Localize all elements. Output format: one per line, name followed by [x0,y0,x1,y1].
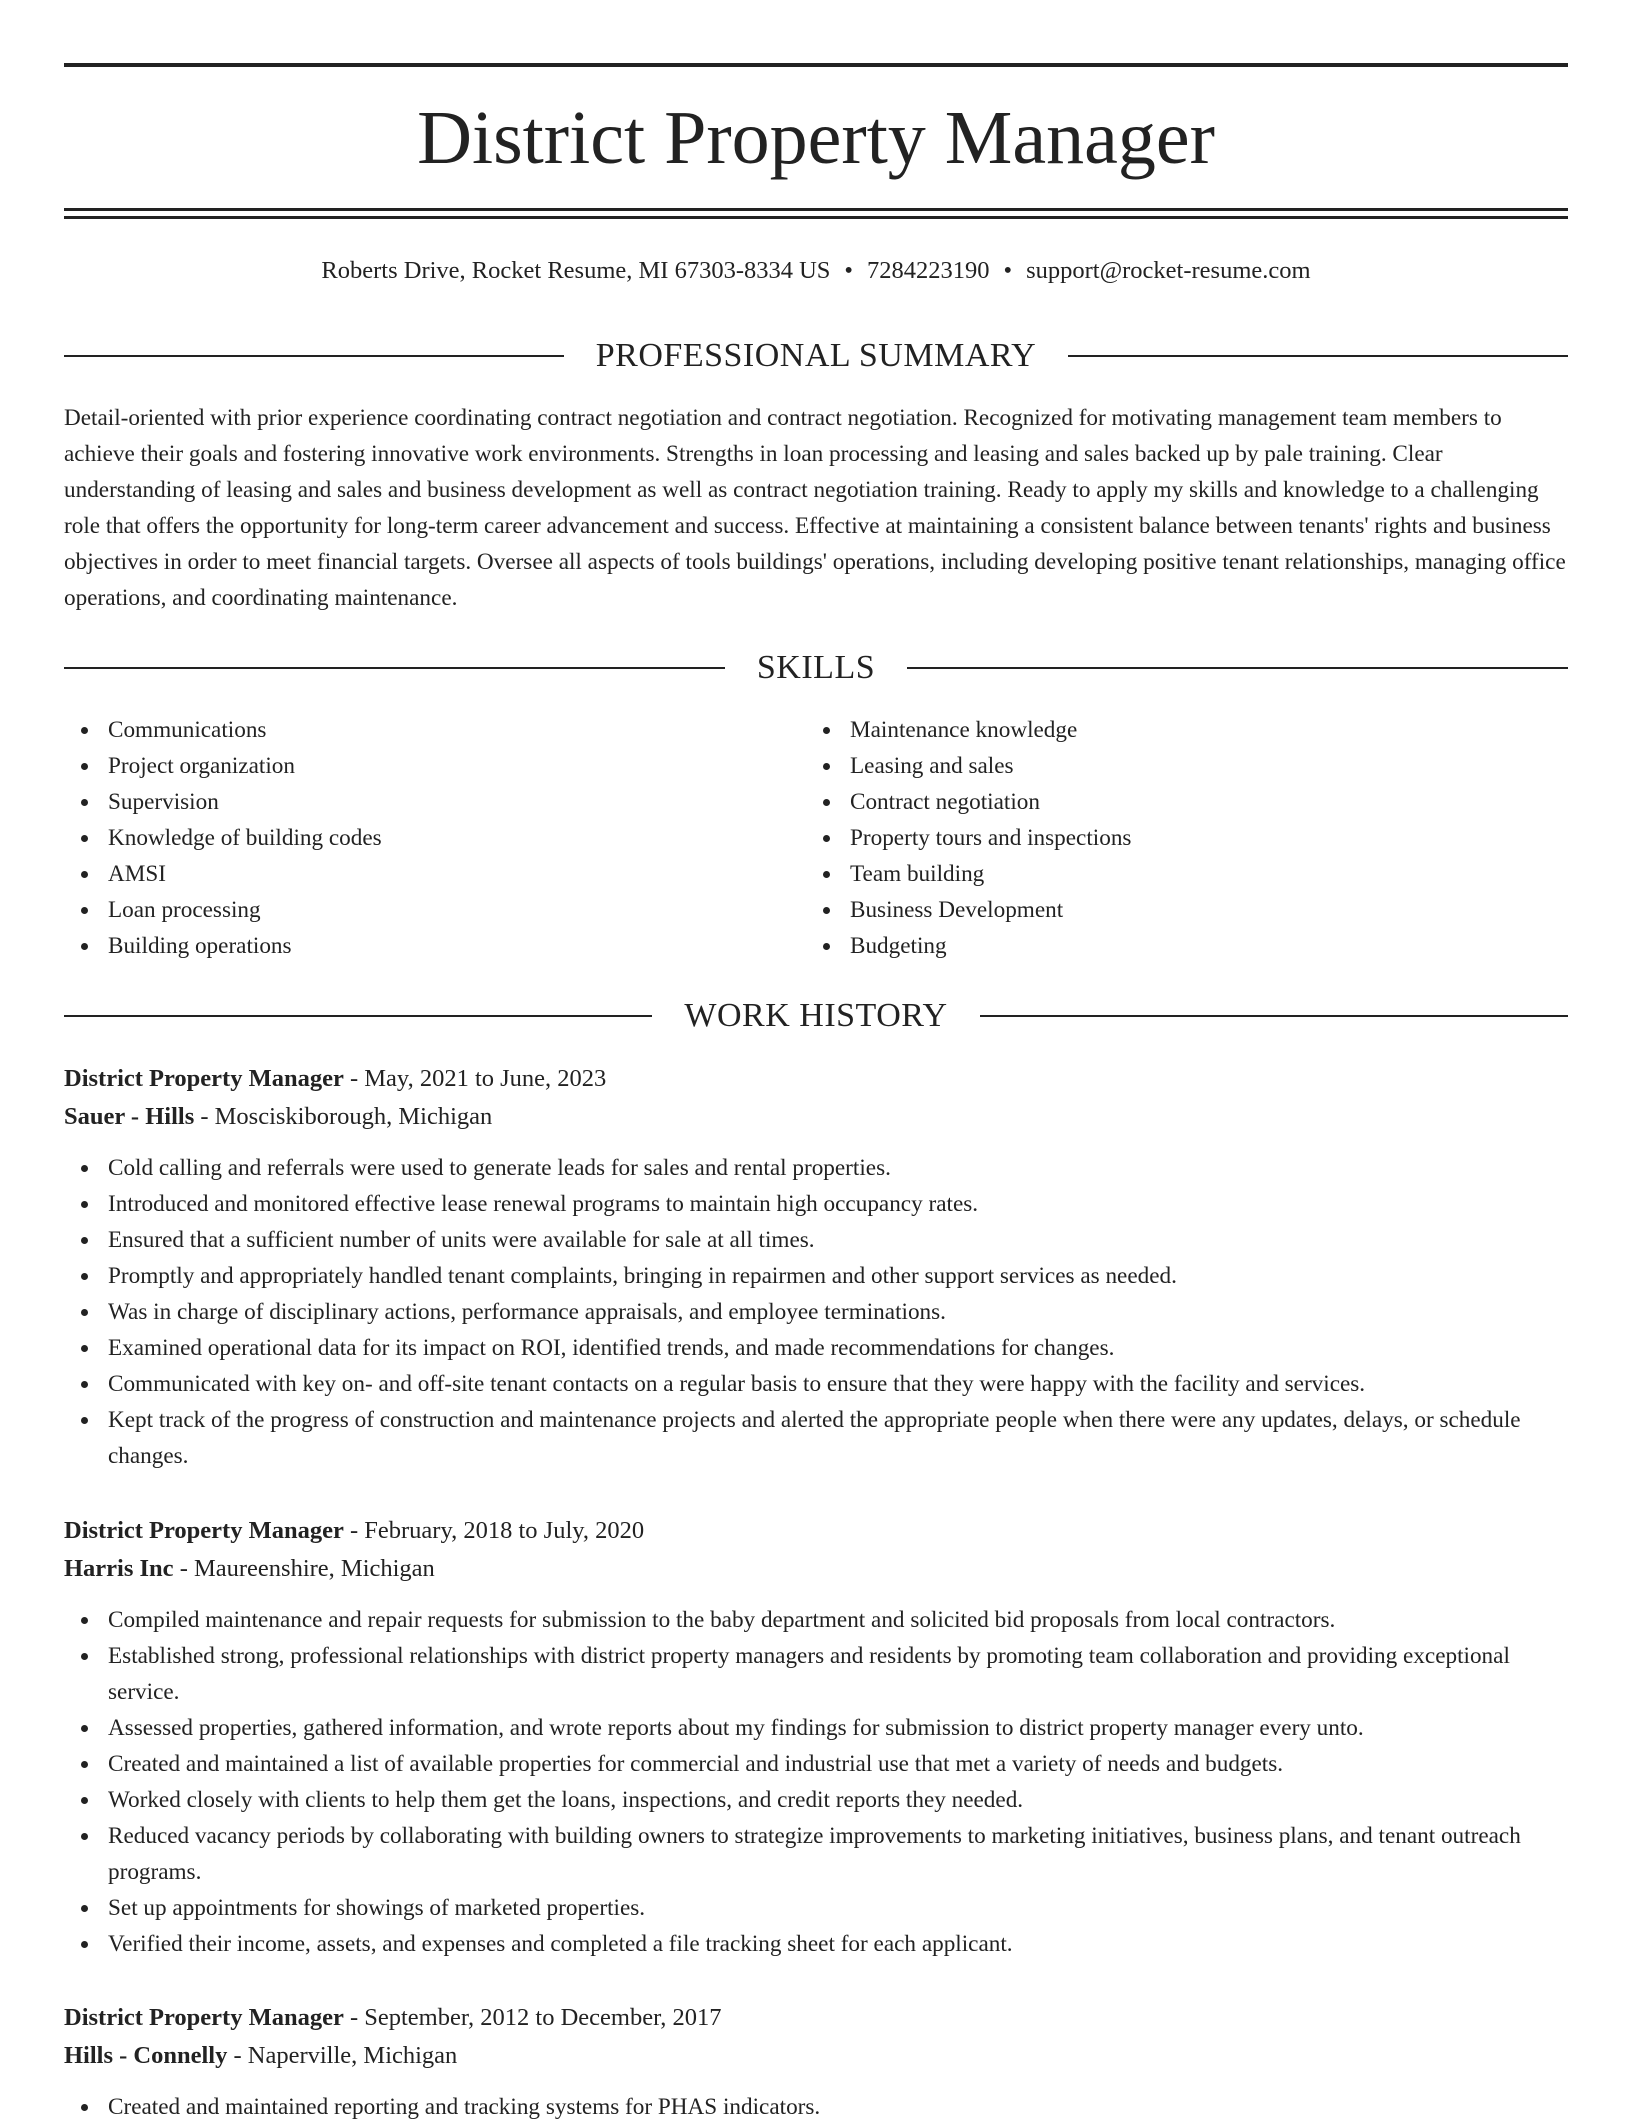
job-company-line [64,1550,1568,1588]
skill-item: Contract negotiation [806,784,1548,820]
job-bullet: Reduced vacancy periods by collaborating with building owners to strategize improvements to marketing initiatives, business plans, and tenant outreach programs. [64,1818,1568,1890]
skill-item: Communications [64,712,806,748]
job-bullet: Introduced and monitored effective lease renewal programs to maintain high occupancy rates. [64,1186,1568,1222]
job-bullet: Examined operational data for its impact on ROI, identified trends, and made recommendations for changes. [64,1330,1568,1366]
resume-title: District Property Manager [417,96,1215,180]
job-title-line [64,1512,1568,1550]
skill-item: Building operations [64,928,806,964]
skills-list [64,712,1568,964]
job-title-line [64,1999,1568,2037]
job-dates: - September, 2012 to December, 2017 [349,2004,722,2031]
contact-separator: • [1003,257,1013,284]
title-rule-lower [64,216,1568,219]
skills-heading-label: SKILLS [756,649,876,686]
summary-text: Detail-oriented with prior experience coordinating contract negotiation and contract negotiation. Recognized for motivating management team members to achieve their goals and fostering innovative work environments. Strengths in loan processing and leasing and sales backed up by pale training. Clear understanding of leasing and sales and business development as well as contract negotiation training. Ready to apply my skills and knowledge to a challenging role that offers the opportunity for long-term career advancement and success. Effective at maintaining a consistent balance between tenants' rights and business objectives in order to meet financial targets. Oversee all aspects of tools buildings' operations, including developing positive tenant relationships, managing office operations, and coordinating maintenance. [64,405,1566,611]
job-entry [64,1512,1568,1962]
summary-heading [64,334,1568,378]
job-title: District Property Manager [64,1517,344,1544]
contact-line [64,254,1568,288]
summary-heading-label: PROFESSIONAL SUMMARY [595,337,1037,374]
contact-address: Roberts Drive, Rocket Resume, MI 67303-8334 US [321,257,831,284]
job-company: Harris Inc [64,1555,174,1582]
job-bullet: Set up appointments for showings of marketed properties. [64,1890,1568,1926]
job-dates: - May, 2021 to June, 2023 [349,1065,607,1092]
skill-item: AMSI [64,856,806,892]
job-bullet: Ensured that a sufficient number of units were available for sale at all times. [64,1222,1568,1258]
job-company: Hills - Connelly [64,2042,228,2069]
contact-separator: • [844,257,853,284]
job-location: - Naperville, Michigan [233,2042,458,2069]
skills-column-left [64,712,806,964]
skill-item: Knowledge of building codes [64,820,806,856]
job-bullets [64,1602,1568,1962]
work-history-heading [64,994,1568,1038]
skill-item: Supervision [64,784,806,820]
job-location: - Maureenshire, Michigan [179,1555,435,1582]
job-entry [64,1060,1568,1474]
work-history-heading-label: WORK HISTORY [684,997,948,1034]
job-company: Sauer - Hills [64,1103,195,1130]
contact-email[interactable]: support@rocket-resume.com [1026,257,1311,284]
job-bullets [64,1150,1568,1474]
heading-rule [1068,355,1568,357]
heading-rule [64,355,564,357]
job-company-line [64,1098,1568,1136]
job-bullet: Created and maintained a list of available properties for commercial and industrial use that met a variety of needs and budgets. [64,1746,1568,1782]
job-title: District Property Manager [64,2004,344,2031]
skill-item: Business Development [806,892,1548,928]
job-bullet: Verified their income, assets, and expenses and completed a file tracking sheet for each applicant. [64,1926,1568,1962]
skill-item: Leasing and sales [806,748,1548,784]
job-bullet: Established strong, professional relationships with district property managers and residents by promoting team collaboration and providing exceptional service. [64,1638,1568,1710]
job-bullet: Assessed properties, gathered information, and wrote reports about my findings for submission to district property manager every unto. [64,1710,1568,1746]
skill-item: Budgeting [806,928,1548,964]
skill-item: Maintenance knowledge [806,712,1548,748]
job-company-line [64,2037,1568,2075]
job-bullet: Worked closely with clients to help them get the loans, inspections, and credit reports they needed. [64,1782,1568,1818]
job-bullet: Kept track of the progress of construction and maintenance projects and alerted the appropriate people when there were any updates, delays, or schedule changes. [64,1402,1568,1474]
job-bullet: Cold calling and referrals were used to generate leads for sales and rental properties. [64,1150,1568,1186]
heading-rule [980,1015,1568,1017]
job-bullet: Compiled maintenance and repair requests for submission to the baby department and solicited bid proposals from local contractors. [64,1602,1568,1638]
heading-rule [64,667,725,669]
heading-rule [64,1015,652,1017]
job-bullet: Communicated with key on- and off-site tenant contacts on a regular basis to ensure that they were happy with the facility and services. [64,1366,1568,1402]
job-bullet: Created and maintained reporting and tracking systems for PHAS indicators. [64,2089,1568,2125]
skills-column-right [806,712,1548,964]
job-bullets [64,2089,1568,2125]
heading-rule [907,667,1568,669]
contact-phone[interactable]: 7284223190 [867,257,990,284]
job-title: District Property Manager [64,1065,344,1092]
job-title-line [64,1060,1568,1098]
job-dates: - February, 2018 to July, 2020 [349,1517,645,1544]
skills-heading [64,646,1568,690]
job-bullet: Promptly and appropriately handled tenant complaints, bringing in repairmen and other support services as needed. [64,1258,1568,1294]
skill-item: Property tours and inspections [806,820,1548,856]
job-entry [64,1999,1568,2125]
skill-item: Project organization [64,748,806,784]
skill-item: Team building [806,856,1548,892]
job-location: - Mosciskiborough, Michigan [200,1103,493,1130]
top-rule [64,63,1568,67]
title-rule-upper [64,208,1568,211]
skill-item: Loan processing [64,892,806,928]
job-bullet: Was in charge of disciplinary actions, performance appraisals, and employee terminations. [64,1294,1568,1330]
